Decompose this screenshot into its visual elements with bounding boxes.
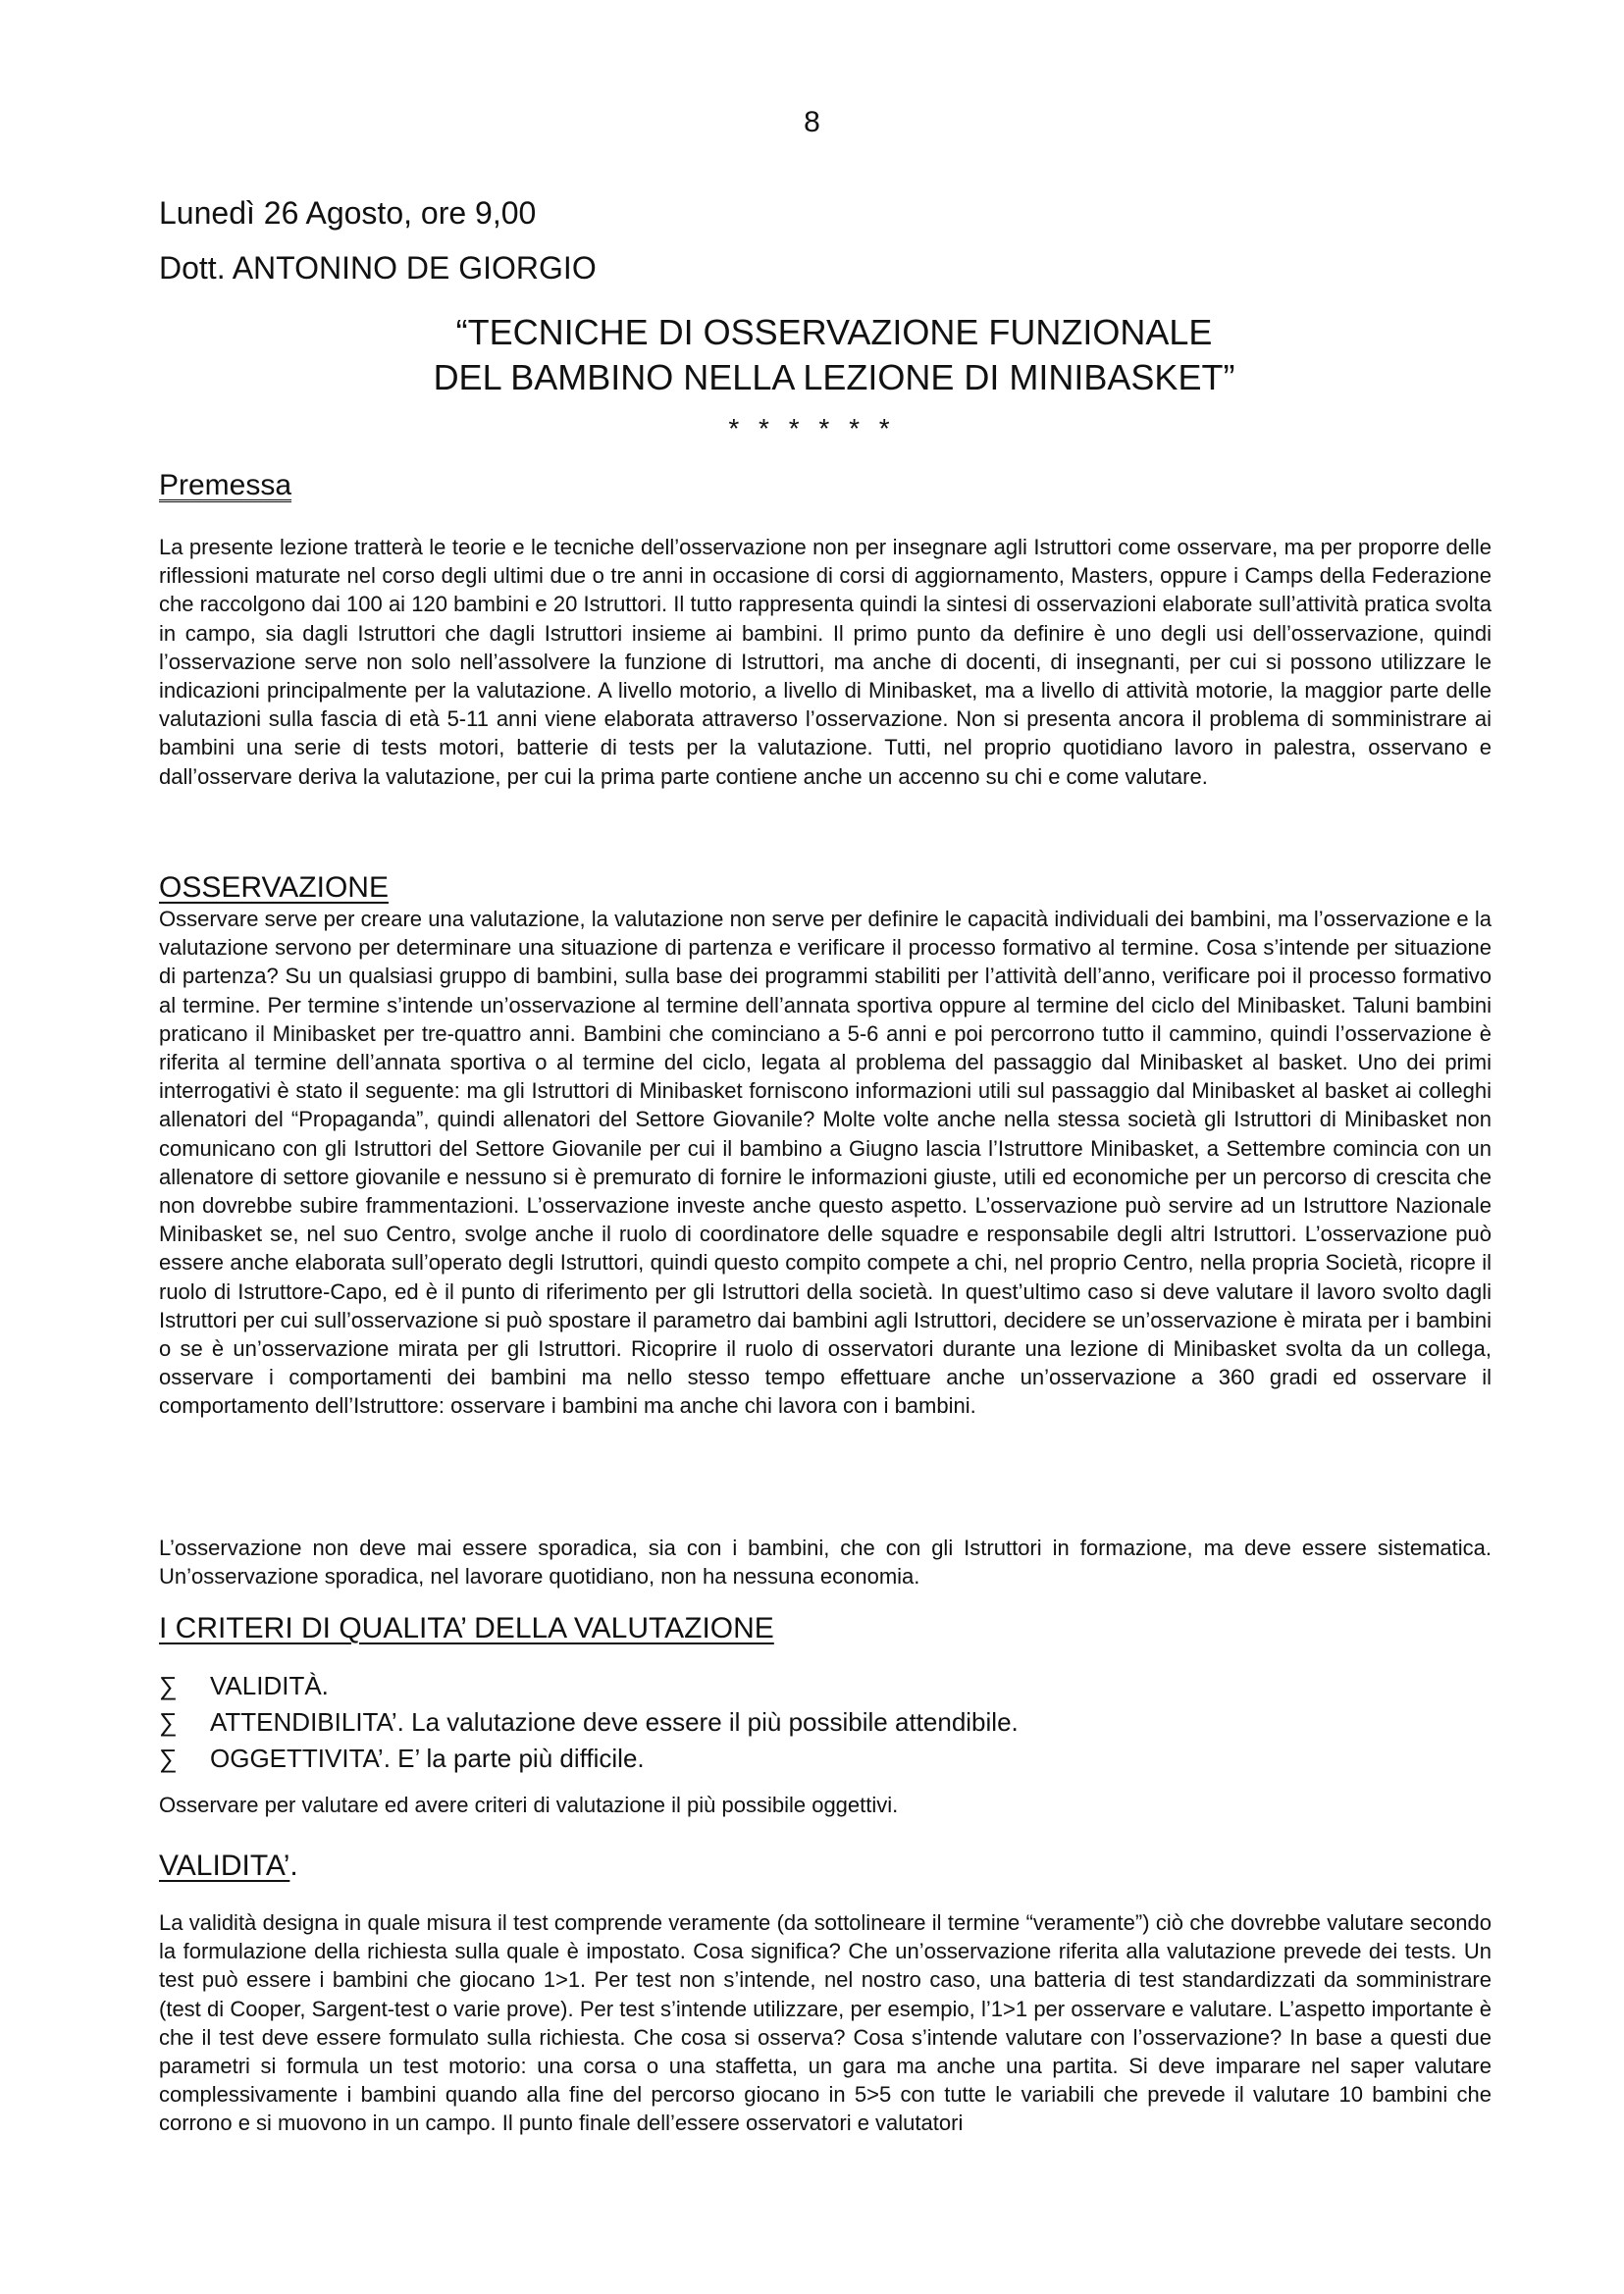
criteri-note: Osservare per valutare ed avere criteri di valutazione il più possibile oggettivi. [159,1793,899,1817]
lesson-title [196,310,1472,400]
premessa-heading-text: Premessa [159,469,292,501]
list-item-text: ATTENDIBILITA’. La valutazione deve essere il più possibile attendibile. [210,1707,1019,1737]
sum-bullet-icon: ∑ [159,1707,178,1737]
sum-bullet-icon: ∑ [159,1744,178,1773]
list-item-text: OGGETTIVITA’. E’ la parte più difficile. [210,1744,645,1773]
list-item [159,1704,1019,1741]
osservazione-heading-text: OSSERVAZIONE [159,871,389,904]
speaker-name: Dott. ANTONINO DE GIORGIO [159,250,597,286]
list-item-text: VALIDITÀ. [210,1671,329,1700]
list-item [159,1741,1019,1777]
list-item [159,1668,1019,1704]
osservazione-paragraph-2: L’osservazione non deve mai essere sporadica, sia con i bambini, che con gli Istruttori in formazione, ma deve essere sistematica. Un’osservazione sporadica, nel lavorare quotidiano, non ha nessuna economia. [159,1536,1492,1590]
osservazione-paragraph-1: Osservare serve per creare una valutazione, la valutazione non serve per definire le capacità individuali dei bambini, ma l’osservazione e la valutazione servono per determinare una situazione di partenza e verificare il processo formativo al termine. Cosa s’intende per situazione di partenza? Su un qualsiasi gruppo di bambini, sulla base dei programmi stabiliti per l’attività dell’anno, verificare poi il processo formativo al termine. Per termine s’intende un’osservazione al termine dell’annata sportiva oppure al termine del ciclo del Minibasket. Taluni bambini praticano il Minibasket per tre-quattro anni. Bambini che cominciano a 5-6 anni e poi percorrono tutto il cammino, quindi l’osservazione è riferita al termine dell’annata sportiva o al termine del ciclo, legata al problema del passaggio dal Minibasket al basket. Uno dei primi interrogativi è stato il seguente: ma gli Istruttori di Minibasket forniscono informazioni utili sul passaggio dal Minibasket al basket ai colleghi allenatori del “Propaganda”, quindi allenatori del Settore Giovanile? Molte volte anche nella stessa società gli Istruttori di Minibasket non comunicano con gli Istruttori del Settore Giovanile per cui il bambino a Giugno lascia l’Istruttore Minibasket, a Settembre comincia con un allenatore di settore giovanile e nessuno si è premurato di fornire le informazioni giuste, utili ed economiche per un percorso di crescita che non dovrebbe subire frammentazioni. L’osservazione investe anche questo aspetto. L’osservazione può servire ad un Istruttore Nazionale Minibasket se, nel suo Centro, svolge anche il ruolo di coordinatore delle squadre e responsabile degli altri Istruttori. L’osservazione può essere anche elaborata sull’operato degli Istruttori, quindi questo compito compete a chi, nel proprio Centro, nella propria Società, ricopre il ruolo di Istruttore-Capo, ed è il punto di riferimento per gli Istruttori della società. In quest’ultimo caso si deve valutare il lavoro svolto dagli Istruttori per cui sull’osservazione si può spostare il parametro dai bambini agli Istruttori, decidere se un’osservazione è mirata per i bambini o se è un’osservazione mirata per gli Istruttori. Ricoprire il ruolo di osservatori durante una lezione di Minibasket svolta da un collega, osservare i comportamenti dei bambini ma nello stesso tempo effettuare anche un’osservazione a 360 gradi ed osservare il comportamento dell’Istruttore: osservare i bambini ma anche chi lavora con i bambini. [159,907,1492,1419]
page-number: 8 [804,106,820,138]
validita-heading [159,1850,298,1883]
title-line-2: DEL BAMBINO NELLA LEZIONE DI MINIBASKET” [433,357,1235,397]
criteri-heading-text: I CRITERI DI QUALITA’ DELLA VALUTAZIONE [159,1612,774,1644]
premessa-heading [159,469,291,502]
validita-paragraph: La validità designa in quale misura il test comprende veramente (da sottolineare il termine “veramente”) ciò che dovrebbe valutare secondo la formulazione della richiesta sulla quale è impostato. Cosa significa? Che un’osservazione riferita alla valutazione prevede dei tests. Un test può essere i bambini che giocano 1>1. Per test non s’intende, nel nostro caso, una batteria di test standardizzati da somministrare (test di Cooper, Sargent-test o varie prove). Per test s’intende utilizzare, per esempio, l’1>1 per osservare e valutare. L’aspetto importante è che il test deve essere formulato sulla richiesta. Che cosa si osserva? Cosa s’intende valutare con l’osservazione? In base a questi due parametri si formula un test motorio: una corsa o una staffetta, un gara ma anche una partita. Si deve imparare nel saper valutare complessivamente i bambini quando alla fine del percorso giocano in 5>5 con tutte le variabili che prevede il valutare 10 bambini che corrono e si muovono in un campo. Il punto finale dell’essere osservatori e valutatori [159,1910,1492,2136]
title-line-1: “TECNICHE DI OSSERVAZIONE FUNZIONALE [455,312,1213,352]
separator-stars: * * * * * * [728,413,896,443]
premessa-paragraph: La presente lezione tratterà le teorie e le tecniche dell’osservazione non per insegnare agli Istruttori come osservare, ma per proporre delle riflessioni maturate nel corso degli ultimi due o tre anni in occasione di corsi di aggiornamento, Masters, oppure i Camps della Federazione che raccolgono dai 100 ai 120 bambini e 20 Istruttori. Il tutto rappresenta quindi la sintesi di osservazioni elaborate sull’attività pratica svolta in campo, sia dagli Istruttori che dagli Istruttori insieme ai bambini. Il primo punto da definire è uno degli usi dell’osservazione, quindi l’osservazione serve non solo nell’assolvere la funzione di Istruttori, ma anche di docenti, di insegnanti, per cui si possono utilizzare le indicazioni principalmente per la valutazione. A livello motorio, a livello di Minibasket, ma a livello di attività motorie, la maggior parte delle valutazioni sulla fascia di età 5-11 anni viene elaborata attraverso l’osservazione. Non si presenta ancora il problema di somministrare ai bambini una serie di tests motori, batterie di tests per la valutazione. Tutti, nel proprio quotidiano lavoro in palestra, osservano e dall’osservare deriva la valutazione, per cui la prima parte contiene anche un accenno su chi e come valutare. [159,535,1492,789]
lesson-date: Lunedì 26 Agosto, ore 9,00 [159,195,537,231]
validita-heading-suffix: . [289,1850,298,1882]
sum-bullet-icon: ∑ [159,1671,178,1700]
criteri-list [159,1668,1019,1777]
criteri-heading [159,1612,774,1645]
validita-heading-text: VALIDITA’ [159,1850,290,1882]
osservazione-heading [159,871,389,905]
